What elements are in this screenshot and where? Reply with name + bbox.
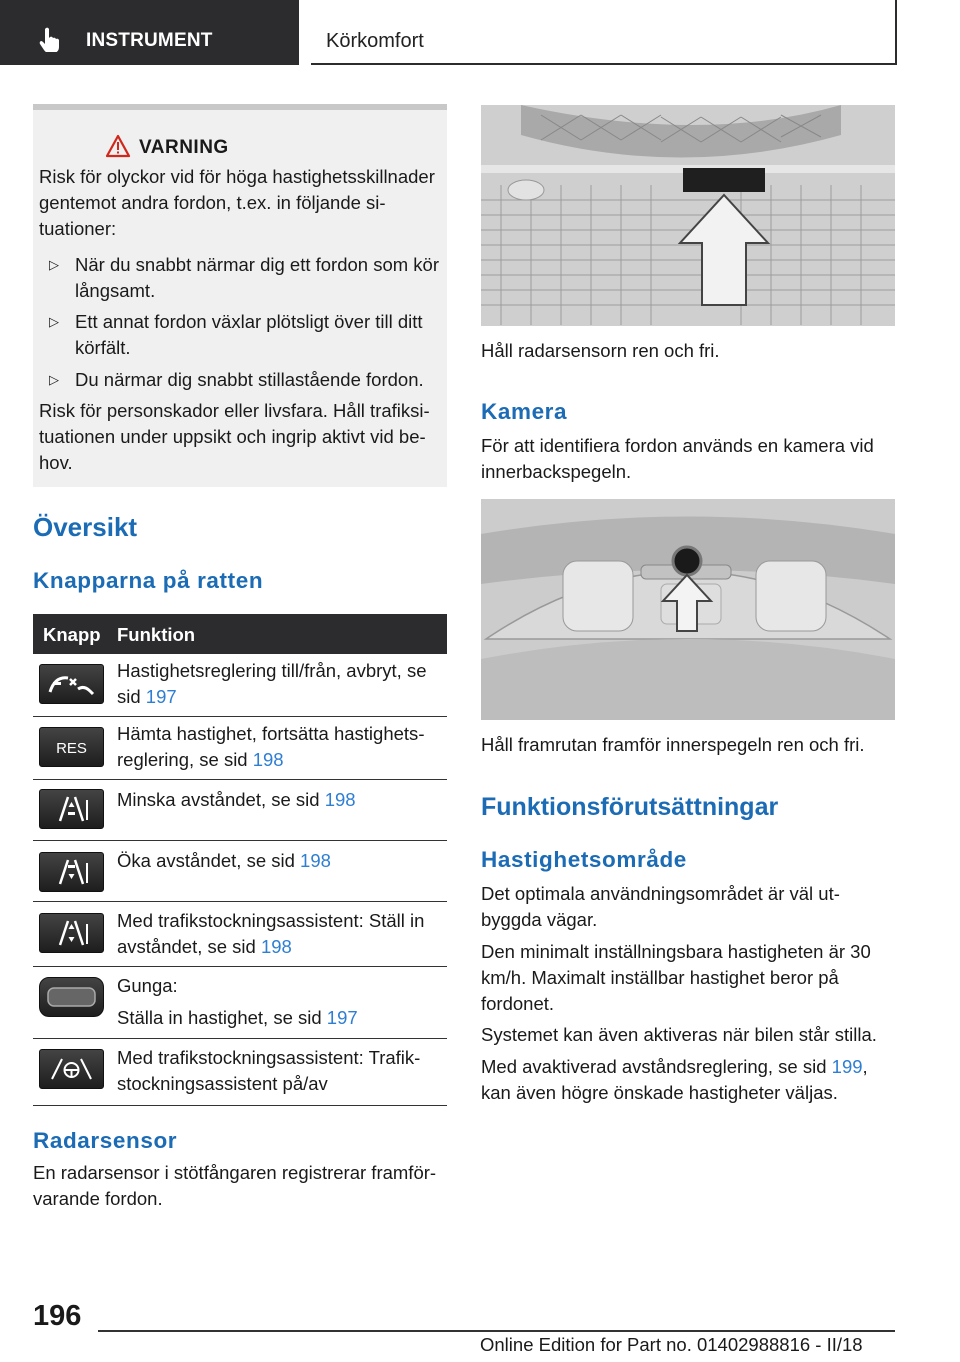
res-button-icon	[39, 727, 104, 767]
radar-text: En radarsensor i stötfångaren registrerar framförvarande fordon.	[33, 1162, 437, 1209]
table-row	[33, 717, 447, 780]
table-row	[33, 902, 447, 967]
table-header	[33, 614, 447, 654]
table-row	[33, 654, 447, 717]
page-ref-link[interactable]: 197	[145, 686, 177, 707]
row-text	[117, 848, 443, 874]
row-description: Minska avståndet, se sid	[117, 789, 325, 810]
speed-para-4-pre: Med avaktiverad avståndsreglering, se sid	[481, 1056, 832, 1077]
warning-triangle-icon	[105, 134, 131, 158]
warning-title: VARNING	[139, 137, 229, 158]
chapter-title: Körkomfort	[326, 30, 424, 52]
triangle-bullet-icon: ▷	[49, 257, 59, 272]
row-description: Med trafikstockningsassistent: Trafikstockningsassistent på/av	[117, 1047, 421, 1094]
warning-box	[33, 104, 447, 487]
warning-bullet	[39, 309, 441, 361]
table-row	[33, 967, 447, 1039]
warning-outro: Risk för personskador eller livsfara. Håll trafiksituationen under uppsikt och ingrip aktivt vid behov.	[39, 400, 430, 473]
warning-bullet	[39, 367, 441, 393]
traffic-jam-assistant-icon	[39, 1049, 104, 1089]
row-text	[117, 1045, 443, 1097]
warning-bullet-text: Du närmar dig snabbt stillastående fordon.	[75, 369, 424, 390]
overview-heading: Översikt	[33, 512, 138, 542]
distance-set-icon	[39, 913, 104, 953]
page-ref-link[interactable]: 199	[831, 1056, 863, 1077]
camera-photo	[481, 499, 895, 720]
column-header-function: Funktion	[117, 624, 196, 645]
section-tab	[0, 0, 299, 65]
pointing-hand-icon	[38, 26, 64, 52]
row-description: Hastighetsreglering till/från, avbryt, se sid	[117, 660, 427, 707]
section-title: INSTRUMENT	[86, 30, 213, 51]
cruise-control-icon	[39, 664, 104, 704]
row-description: Med trafikstockningsassistent: Ställ in avståndet, se sid	[117, 910, 425, 957]
triangle-bullet-icon: ▷	[49, 314, 59, 329]
buttons-heading: Knapparna på ratten	[33, 568, 264, 593]
res-label: RES	[56, 740, 87, 757]
row-text	[117, 721, 443, 773]
warning-bullet	[39, 252, 441, 304]
speed-para-1: Det optimala användningsområdet är väl utbyggda vägar.	[481, 883, 840, 930]
row-text	[117, 973, 443, 1031]
speed-para-3: Systemet kan även aktiveras när bilen står stilla.	[481, 1024, 877, 1045]
distance-decrease-icon	[39, 789, 104, 829]
radar-sensor-patch	[683, 168, 765, 192]
page-ref-link[interactable]: 198	[252, 749, 284, 770]
speed-para-4-post: , kan även högre önskade hastigheter väljas.	[481, 1056, 868, 1103]
row-text	[117, 658, 443, 710]
camera-caption: Håll framrutan framför innerspegeln ren och fri.	[481, 734, 865, 755]
column-header-button: Knapp	[43, 624, 101, 645]
speed-para-4	[481, 1054, 895, 1106]
row-text	[117, 908, 443, 960]
camera-text: För att identifiera fordon används en kamera vid innerbackspegeln.	[481, 435, 874, 482]
camera-lens	[673, 547, 701, 575]
page-ref-link[interactable]: 197	[326, 1007, 358, 1028]
page-ref-link[interactable]: 198	[260, 936, 292, 957]
row-text	[117, 787, 443, 813]
row-description-sub: Ställa in hastighet, se sid	[117, 1007, 327, 1028]
table-row	[33, 1039, 447, 1106]
radar-caption: Håll radarsensorn ren och fri.	[481, 340, 720, 361]
rocker-switch-icon	[39, 977, 104, 1017]
row-description-2	[117, 1005, 443, 1031]
page-number: 196	[33, 1300, 82, 1332]
warning-bullet-text: Ett annat fordon växlar plötsligt över till ditt körfält.	[75, 311, 423, 358]
edition-footer: Online Edition for Part no. 01402988816 - II/18	[480, 1334, 863, 1355]
table-row	[33, 841, 447, 902]
radar-sensor-photo	[481, 105, 895, 326]
footer-divider	[98, 1330, 895, 1332]
page-ref-link[interactable]: 198	[324, 789, 356, 810]
table-row	[33, 780, 447, 841]
speed-para-2: Den minimalt inställningsbara hastigheten är 30 km/h. Maximalt inställbar hastighet beror på fordonet.	[481, 941, 871, 1014]
row-description: Gunga:	[117, 975, 178, 996]
row-description: Hämta hastighet, fortsätta hastighetsreglering, se sid	[117, 723, 425, 770]
triangle-bullet-icon: ▷	[49, 372, 59, 387]
speed-range-heading: Hastighetsområde	[481, 847, 687, 872]
page-ref-link[interactable]: 198	[300, 850, 331, 871]
warning-intro: Risk för olyckor vid för höga hastighetsskillnader gentemot andra fordon, t.ex. in följande situationer:	[39, 166, 435, 239]
radar-heading: Radarsensor	[33, 1128, 178, 1153]
camera-heading: Kamera	[481, 399, 568, 424]
steering-buttons-table	[33, 614, 447, 1106]
requirements-heading: Funktionsförutsättningar	[481, 793, 779, 821]
warning-bullet-text: När du snabbt närmar dig ett fordon som kör långsamt.	[75, 254, 440, 301]
distance-increase-icon	[39, 852, 104, 892]
row-description: Öka avståndet, se sid	[117, 850, 301, 871]
chapter-tab	[311, 0, 897, 65]
